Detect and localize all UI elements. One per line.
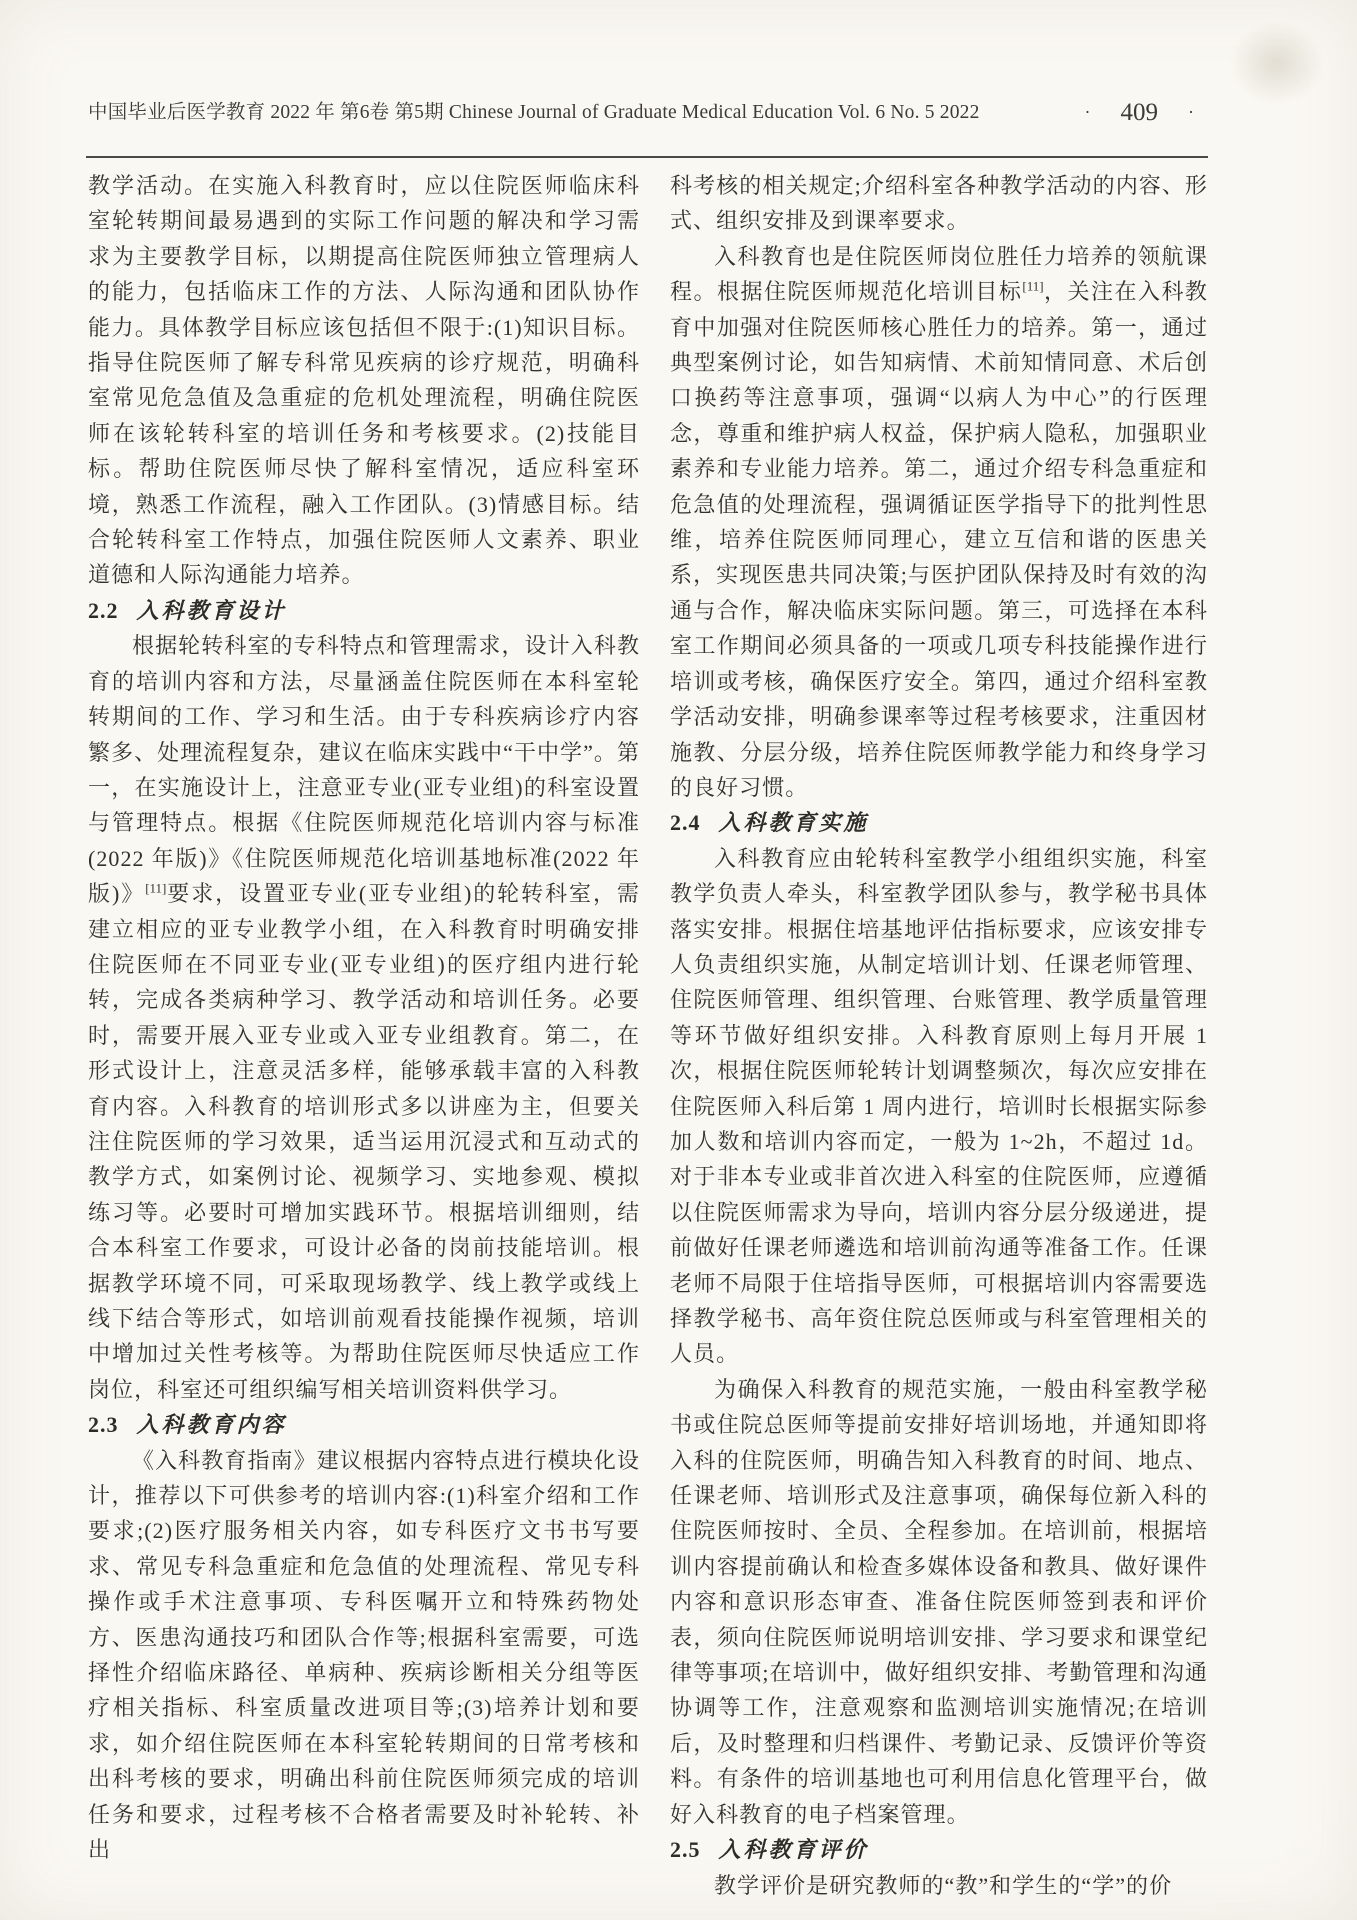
paragraph-text: 入科教育应由轮转科室教学小组组织实施，科室教学负责人牵头，科室教学团队参与，教学秘书具体落实安排。根据住培基地评估指标要求，应该安排专人负责组织实施，从制定培训计划、任课老师管理、住院医师管理、组织管理、台账管理、教学质量管理等环节做好组织安排。入科教育原则上每月开展 1 次，根据住院医师轮转计划调整频次，每次应安排在住院医师入科后第 1 周内进行，培训时长根据实际参加人数和培训内容而定，一般为 1~2h，不超过 1d。对于非本专业或非首次进入科室的住院医师，应遵循以住院医师需求为导向，培训内容分层分级递进，提前做好任课老师遴选和培训前沟通等准备工作。任课老师不局限于住培指导医师，可根据培训内容需要选择教学秘书、高年资住院总医师或与科室管理相关的人员。 bbox=[670, 845, 1208, 1367]
paragraph-text: 科考核的相关规定;介绍科室各种教学活动的内容、形式、组织安排及到课率要求。 bbox=[670, 173, 1208, 234]
paragraph-text: 《入科教育指南》建议根据内容特点进行模块化设计，推荐以下可供参考的培训内容:(1)科室介绍和工作要求;(2)医疗服务相关内容，如专科医疗文书书写要求、常见专科急重症和危急值的处理流程、常见专科操作或手术注意事项、专科医嘱开立和特殊药物处方、医患沟通技巧和团队合作等;根据科室需要，可选择性介绍临床路径、单病种、疾病诊断相关分组等医疗相关指标、科室质量改进项目等;(3)培养计划和要求，如介绍住院医师在本科室轮转期间的日常考核和出科考核的要求，明确出科前住院医师须完成的培训任务和要求，过程考核不合格者需要及时补轮转、补出 bbox=[88, 1447, 640, 1863]
paragraph bbox=[670, 239, 1208, 806]
paragraph bbox=[88, 168, 640, 593]
paragraph bbox=[88, 1443, 640, 1868]
section-title: 入科教育实施 bbox=[718, 810, 869, 836]
paragraph bbox=[670, 168, 1208, 239]
page-number-dot-left: · bbox=[1084, 102, 1091, 122]
section-heading bbox=[670, 1832, 1208, 1867]
page-number-dot-right: · bbox=[1188, 102, 1194, 122]
paragraph-text: ，关注在入科教育中加强对住院医师核心胜任力的培养。第一，通过典型案例讨论，如告知病情、术前知情同意、术后创口换药等注意事项，强调“以病人为中心”的行医理念，尊重和维护病人权益，保护病人隐私，加强职业素养和专业能力培养。第二，通过介绍专科急重症和危急值的处理流程，强调循证医学指导下的批判性思维，培养住院医师同理心，建立互信和谐的医患关系，实现医患共同决策;与医护团队保持及时有效的沟通与合作，解决临床实际问题。第三，可选择在本科室工作期间必须具备的一项或几项专科技能操作进行培训或考核，确保医疗安全。第四，通过介绍科室教学活动安排，明确参课率等过程考核要求，注重因材施教、分层分级，培养住院医师教学能力和终身学习的良好习惯。 bbox=[670, 279, 1208, 800]
page-number-value: 409 bbox=[1120, 98, 1158, 126]
paragraph bbox=[670, 841, 1208, 1372]
section-title: 入科教育设计 bbox=[136, 597, 287, 623]
section-heading bbox=[670, 805, 1208, 840]
paragraph bbox=[670, 1868, 1208, 1903]
article-body bbox=[88, 168, 1208, 1903]
citation-superscript: [11] bbox=[145, 880, 167, 896]
section-number: 2.2 bbox=[88, 597, 119, 623]
paragraph-text: 根据轮转科室的专科特点和管理需求，设计入科教育的培训内容和方法，尽量涵盖住院医师在本科室轮转期间的工作、学习和生活。由于专科疾病诊疗内容繁多、处理流程复杂，建议在临床实践中“干中学”。第一，在实施设计上，注意亚专业(亚专业组)的科室设置与管理特点。根据《住院医师规范化培训内容与标准(2022 年版)》《住院医师规范化培训基地标准(2022 年版)》 bbox=[88, 633, 640, 907]
paragraph-text: 教学评价是研究教师的“教”和学生的“学”的价 bbox=[714, 1872, 1173, 1898]
left-column bbox=[88, 168, 640, 1903]
paragraph-text: 教学活动。在实施入科教育时，应以住院医师临床科室轮转期间最易遇到的实际工作问题的解决和学习需求为主要教学目标，以期提高住院医师独立管理病人的能力，包括临床工作的方法、人际沟通和团队协作能力。具体教学目标应该包括但不限于:(1)知识目标。指导住院医师了解专科常见疾病的诊疗规范，明确科室常见危急值及急重症的危机处理流程，明确住院医师在该轮转科室的培训任务和考核要求。(2)技能目标。帮助住院医师尽快了解科室情况，适应科室环境，熟悉工作流程，融入工作团队。(3)情感目标。结合轮转科室工作特点，加强住院医师人文素养、职业道德和人际沟通能力培养。 bbox=[88, 173, 640, 588]
section-heading bbox=[88, 1407, 640, 1442]
section-number: 2.5 bbox=[670, 1837, 701, 1863]
page-number bbox=[1085, 100, 1195, 125]
paragraph-text: 为确保入科教育的规范实施，一般由科室教学秘书或住院总医师等提前安排好培训场地，并通知即将入科的住院医师，明确告知入科教育的时间、地点、任课老师、培训形式及注意事项，确保每位新入科的住院医师按时、全员、全程参加。在培训前，根据培训内容提前确认和检查多媒体设备和教具、做好课件内容和意识形态审查、准备住院医师签到表和评价表，须向住院医师说明培训安排、学习要求和课堂纪律等事项;在培训中，做好组织安排、考勤管理和沟通协调等工作，注意观察和监测培训实施情况;在培训后，及时整理和归档课件、考勤记录、反馈评价等资料。有条件的培训基地也可利用信息化管理平台，做好入科教育的电子档案管理。 bbox=[670, 1376, 1208, 1827]
paragraph-text: 要求，设置亚专业(亚专业组)的轮转科室，需建立相应的亚专业教学小组，在入科教育时明确安排住院医师在不同亚专业(亚专业组)的医疗组内进行轮转，完成各类病种学习、教学活动和培训任务。必要时，需要开展入亚专业或入亚专业组教育。第二，在形式设计上，注意灵活多样，能够承载丰富的入科教育内容。入科教育的培训形式多以讲座为主，但要关注住院医师的学习效果，适当运用沉浸式和互动式的教学方式，如案例讨论、视频学习、实地参观、模拟练习等。必要时可增加实践环节。根据培训细则，结合本科室工作要求，可设计必备的岗前技能培训。根据教学环境不同，可采取现场教学、线上教学或线上线下结合等形式，如培训前观看技能操作视频，培训中增加过关性考核等。为帮助住院医师尽快适应工作岗位，科室还可组织编写相关培训资料供学习。 bbox=[88, 881, 640, 1402]
scan-artifact bbox=[1212, 6, 1342, 121]
paragraph-text: 入科教育也是住院医师岗位胜任力培养的领航课程。根据住院医师规范化培训目标 bbox=[670, 243, 1208, 305]
section-title: 入科教育内容 bbox=[136, 1412, 287, 1438]
section-heading bbox=[88, 593, 640, 628]
right-column bbox=[670, 168, 1208, 1903]
header-rule bbox=[86, 156, 1208, 158]
paragraph bbox=[88, 628, 640, 1407]
section-number: 2.4 bbox=[670, 810, 701, 836]
page-header bbox=[88, 96, 1208, 125]
section-title: 入科教育评价 bbox=[718, 1837, 869, 1863]
journal-title-line: 中国毕业后医学教育 2022 年 第6卷 第5期 Chinese Journal of Graduate Medical Education Vol. 6 No. 5 2022 bbox=[88, 102, 980, 123]
citation-superscript: [11] bbox=[1022, 278, 1044, 294]
paragraph bbox=[670, 1372, 1208, 1832]
section-number: 2.3 bbox=[88, 1412, 119, 1438]
